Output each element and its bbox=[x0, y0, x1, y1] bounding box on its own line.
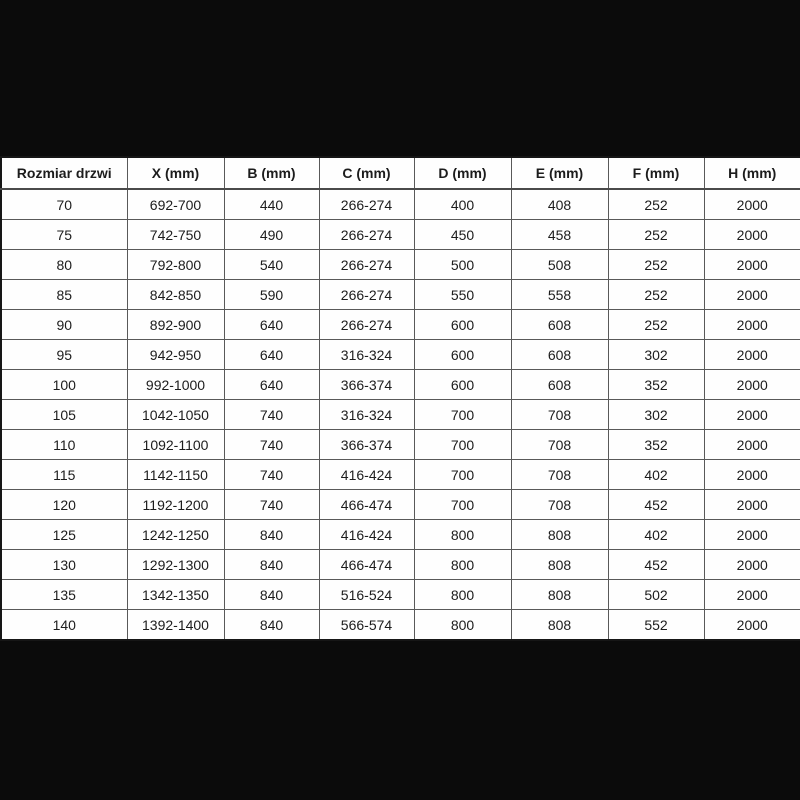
table-row bbox=[1, 250, 800, 280]
table-cell: 458 bbox=[511, 220, 608, 250]
table-cell: 120 bbox=[1, 490, 127, 520]
table-cell: 708 bbox=[511, 490, 608, 520]
table-cell: 466-474 bbox=[319, 550, 414, 580]
table-cell: 800 bbox=[414, 610, 511, 641]
table-cell: 2000 bbox=[704, 580, 800, 610]
table-cell: 85 bbox=[1, 280, 127, 310]
table-cell: 840 bbox=[224, 550, 319, 580]
table-cell: 808 bbox=[511, 580, 608, 610]
table-cell: 2000 bbox=[704, 520, 800, 550]
table-cell: 252 bbox=[608, 250, 704, 280]
table-cell: 2000 bbox=[704, 490, 800, 520]
table-body bbox=[1, 189, 800, 640]
table-cell: 75 bbox=[1, 220, 127, 250]
table-cell: 266-274 bbox=[319, 280, 414, 310]
table-cell: 316-324 bbox=[319, 400, 414, 430]
table-cell: 490 bbox=[224, 220, 319, 250]
table-cell: 692-700 bbox=[127, 189, 224, 220]
table-cell: 266-274 bbox=[319, 189, 414, 220]
table-cell: 135 bbox=[1, 580, 127, 610]
table-cell: 2000 bbox=[704, 220, 800, 250]
table-row bbox=[1, 610, 800, 641]
column-header-f-mm: F (mm) bbox=[608, 157, 704, 189]
table-cell: 2000 bbox=[704, 400, 800, 430]
table-cell: 1192-1200 bbox=[127, 490, 224, 520]
table-cell: 252 bbox=[608, 310, 704, 340]
table-cell: 792-800 bbox=[127, 250, 224, 280]
table-cell: 540 bbox=[224, 250, 319, 280]
table-cell: 252 bbox=[608, 189, 704, 220]
table-cell: 552 bbox=[608, 610, 704, 641]
table-cell: 2000 bbox=[704, 310, 800, 340]
table-cell: 800 bbox=[414, 520, 511, 550]
table-cell: 1242-1250 bbox=[127, 520, 224, 550]
table-cell: 95 bbox=[1, 340, 127, 370]
table-cell: 550 bbox=[414, 280, 511, 310]
table-row bbox=[1, 550, 800, 580]
table-cell: 1292-1300 bbox=[127, 550, 224, 580]
table-cell: 640 bbox=[224, 370, 319, 400]
table-cell: 800 bbox=[414, 580, 511, 610]
table-cell: 402 bbox=[608, 520, 704, 550]
table-cell: 252 bbox=[608, 280, 704, 310]
table-cell: 302 bbox=[608, 340, 704, 370]
table-cell: 90 bbox=[1, 310, 127, 340]
table-cell: 125 bbox=[1, 520, 127, 550]
table-cell: 266-274 bbox=[319, 250, 414, 280]
table-cell: 366-374 bbox=[319, 370, 414, 400]
door-size-table bbox=[0, 156, 800, 641]
table-cell: 2000 bbox=[704, 189, 800, 220]
table-cell: 266-274 bbox=[319, 220, 414, 250]
table-cell: 742-750 bbox=[127, 220, 224, 250]
table-cell: 600 bbox=[414, 370, 511, 400]
table-row bbox=[1, 310, 800, 340]
table-cell: 840 bbox=[224, 580, 319, 610]
table-cell: 252 bbox=[608, 220, 704, 250]
table-cell: 352 bbox=[608, 430, 704, 460]
table-row bbox=[1, 520, 800, 550]
table-cell: 352 bbox=[608, 370, 704, 400]
table-cell: 416-424 bbox=[319, 520, 414, 550]
table-row bbox=[1, 490, 800, 520]
table-cell: 266-274 bbox=[319, 310, 414, 340]
column-header-b-mm: B (mm) bbox=[224, 157, 319, 189]
table-cell: 700 bbox=[414, 400, 511, 430]
table-row bbox=[1, 220, 800, 250]
table-row bbox=[1, 340, 800, 370]
table-cell: 100 bbox=[1, 370, 127, 400]
table-row bbox=[1, 430, 800, 460]
table-cell: 408 bbox=[511, 189, 608, 220]
table-cell: 2000 bbox=[704, 280, 800, 310]
table-cell: 740 bbox=[224, 460, 319, 490]
table-cell: 992-1000 bbox=[127, 370, 224, 400]
table-cell: 942-950 bbox=[127, 340, 224, 370]
table-cell: 105 bbox=[1, 400, 127, 430]
table-cell: 740 bbox=[224, 430, 319, 460]
table-cell: 700 bbox=[414, 460, 511, 490]
table-row bbox=[1, 580, 800, 610]
table-cell: 508 bbox=[511, 250, 608, 280]
table-cell: 1392-1400 bbox=[127, 610, 224, 641]
table-cell: 566-574 bbox=[319, 610, 414, 641]
table-cell: 440 bbox=[224, 189, 319, 220]
table-cell: 892-900 bbox=[127, 310, 224, 340]
table-cell: 708 bbox=[511, 400, 608, 430]
table-row bbox=[1, 370, 800, 400]
table-cell: 1042-1050 bbox=[127, 400, 224, 430]
table-cell: 466-474 bbox=[319, 490, 414, 520]
table-cell: 808 bbox=[511, 550, 608, 580]
table-cell: 2000 bbox=[704, 370, 800, 400]
table-cell: 2000 bbox=[704, 430, 800, 460]
table-cell: 302 bbox=[608, 400, 704, 430]
table-cell: 608 bbox=[511, 310, 608, 340]
table-cell: 2000 bbox=[704, 550, 800, 580]
table-cell: 316-324 bbox=[319, 340, 414, 370]
table-cell: 700 bbox=[414, 490, 511, 520]
table-cell: 600 bbox=[414, 310, 511, 340]
table-cell: 452 bbox=[608, 490, 704, 520]
table-cell: 500 bbox=[414, 250, 511, 280]
table-cell: 640 bbox=[224, 340, 319, 370]
table-cell: 558 bbox=[511, 280, 608, 310]
table-cell: 2000 bbox=[704, 460, 800, 490]
table-cell: 800 bbox=[414, 550, 511, 580]
table-cell: 402 bbox=[608, 460, 704, 490]
table-cell: 1092-1100 bbox=[127, 430, 224, 460]
table-cell: 1342-1350 bbox=[127, 580, 224, 610]
table-cell: 2000 bbox=[704, 340, 800, 370]
column-header-rozmiar-drzwi: Rozmiar drzwi bbox=[1, 157, 127, 189]
table-cell: 608 bbox=[511, 370, 608, 400]
table-cell: 452 bbox=[608, 550, 704, 580]
table-cell: 590 bbox=[224, 280, 319, 310]
table-cell: 110 bbox=[1, 430, 127, 460]
table-cell: 640 bbox=[224, 310, 319, 340]
table-cell: 400 bbox=[414, 189, 511, 220]
table-cell: 840 bbox=[224, 610, 319, 641]
table-cell: 708 bbox=[511, 460, 608, 490]
table-row bbox=[1, 460, 800, 490]
table-cell: 740 bbox=[224, 490, 319, 520]
table-cell: 516-524 bbox=[319, 580, 414, 610]
table-cell: 708 bbox=[511, 430, 608, 460]
column-header-d-mm: D (mm) bbox=[414, 157, 511, 189]
table-cell: 840 bbox=[224, 520, 319, 550]
table-cell: 416-424 bbox=[319, 460, 414, 490]
table-cell: 608 bbox=[511, 340, 608, 370]
column-header-x-mm: X (mm) bbox=[127, 157, 224, 189]
table-cell: 115 bbox=[1, 460, 127, 490]
table-cell: 80 bbox=[1, 250, 127, 280]
table-cell: 1142-1150 bbox=[127, 460, 224, 490]
header-row bbox=[1, 157, 800, 189]
table-row bbox=[1, 189, 800, 220]
table-cell: 2000 bbox=[704, 250, 800, 280]
table-cell: 700 bbox=[414, 430, 511, 460]
column-header-e-mm: E (mm) bbox=[511, 157, 608, 189]
table-cell: 600 bbox=[414, 340, 511, 370]
table-cell: 808 bbox=[511, 520, 608, 550]
table-cell: 808 bbox=[511, 610, 608, 641]
table-cell: 740 bbox=[224, 400, 319, 430]
table-cell: 2000 bbox=[704, 610, 800, 641]
table-cell: 502 bbox=[608, 580, 704, 610]
table-row bbox=[1, 280, 800, 310]
table-cell: 842-850 bbox=[127, 280, 224, 310]
column-header-h-mm: H (mm) bbox=[704, 157, 800, 189]
table-cell: 450 bbox=[414, 220, 511, 250]
table-cell: 70 bbox=[1, 189, 127, 220]
table-row bbox=[1, 400, 800, 430]
column-header-c-mm: C (mm) bbox=[319, 157, 414, 189]
table-cell: 366-374 bbox=[319, 430, 414, 460]
table-cell: 130 bbox=[1, 550, 127, 580]
table-cell: 140 bbox=[1, 610, 127, 641]
